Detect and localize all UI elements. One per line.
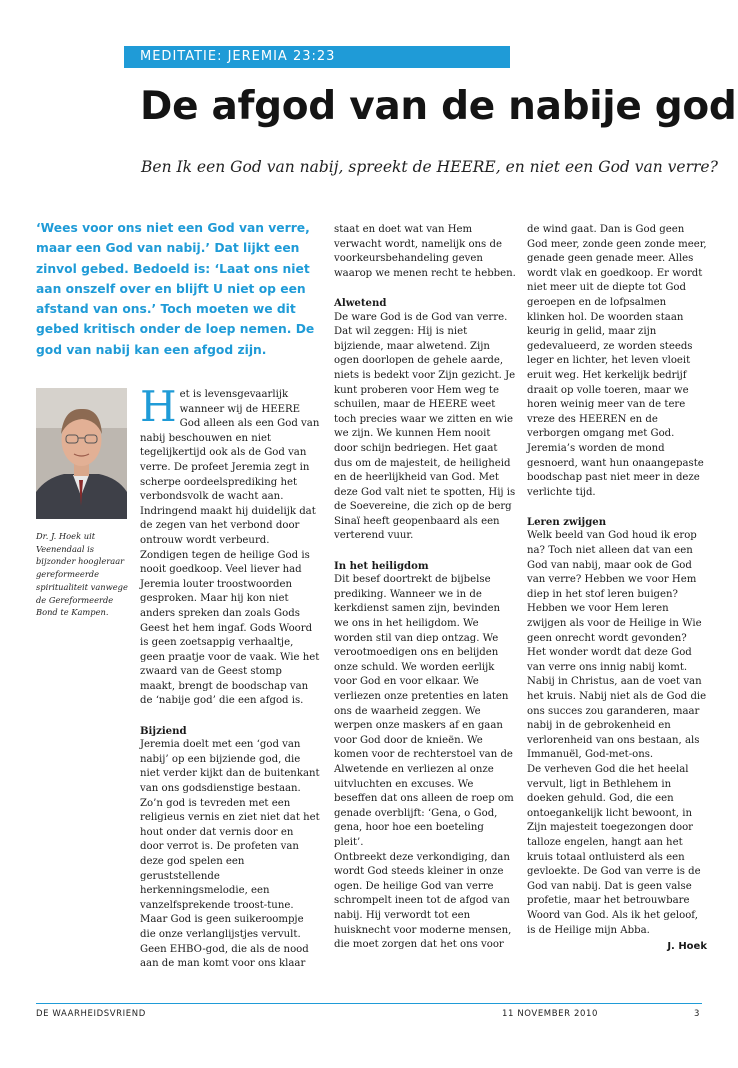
article-column-1 xyxy=(140,382,320,972)
author-photo xyxy=(36,388,127,519)
article-paragraph: Ontbreekt deze verkondiging, dan wordt God steeds kleiner in onze ogen. De heilige God van verre schrompelt ineen tot de afgod van nabij. Hij verwordt tot een huisknecht voor moderne mensen, die moet zorgen dat het ons voor xyxy=(334,851,512,951)
subheading-in-het-heiligdom: In het heiligdom xyxy=(334,559,429,572)
article-paragraph: Welk beeld van God houd ik erop na? Toch niet alleen dat van een God van nabij, maar ook de God van verre? Hebben we voor Hem diep in het stof leren buigen? Hebben we voor Hem leren zwijgen als voor de Heilige in Wie geen onrecht wordt gevonden? Het wonder wordt dat deze God van verre ons innig nabij komt. Nabij in Christus, aan de voet van het kruis. Nabij niet als de God die ons succes zou garanderen, maar nabij in de gebrokenheid en verlorenheid van ons bestaan, als Immanuël, God-met-ons. xyxy=(527,530,707,761)
subheading-leren-zwijgen: Leren zwijgen xyxy=(527,515,607,528)
subheading-alwetend: Alwetend xyxy=(334,296,387,309)
article-title: De afgod van de nabije god xyxy=(140,84,737,129)
footer-date: 11 NOVEMBER 2010 xyxy=(502,1009,598,1019)
intro-lead: ‘Wees voor ons niet een God van verre, maar een God van nabij.’ Dat lijkt een zinvol gebed. Bedoeld is: ‘Laat ons niet aan onszelf over en blijft U niet op een afstand van ons.’ Toch moeten we dit gebed kritisch onder de loep nemen. De god van nabij kan een afgod zijn. xyxy=(36,221,315,357)
article-paragraph: de wind gaat. Dan is God geen God meer, zonde geen zonde meer, genade geen genade meer. Alles wordt vlak en goedkoop. Er wordt niet meer uit de diepte tot God geroepen en de lofpsalmen klinken hol. De woorden staan keurig in gelid, maar zijn gedevalueerd, ze worden steeds leger en lichter, het leven vloeit eruit weg. Het kerkelijk bedrijf draait op volle toeren, maar we horen weinig meer van de tere vreze des HEEREN en de verborgen omgang met God. Jeremia’s worden de mond gesnoerd, want hun onaangepaste boodschap past niet meer in deze verlichte tijd. xyxy=(527,224,707,498)
footer-rule xyxy=(36,1003,702,1004)
article-paragraph: De verheven God die het heelal vervult, ligt in Bethlehem in doeken gehuld. God, die een ontoegankelijk licht bewoont, in Zijn majesteit toegezongen door talloze engelen, hangt aan het kruis totaal ontluisterd als een gevloekte. De God van verre is de God van nabij. Dat is geen valse profetie, maar het betrouwbare Woord van God. Als ik het geloof, is de Heilige mijn Abba. xyxy=(527,763,701,936)
article-paragraph: De ware God is de God van verre. Dat wil zeggen: Hij is niet bijziende, maar alwetend. Zijn ogen doorlopen de gehele aarde, niets is bedekt voor Zijn gezicht. Je kunt proberen voor Hem weg te schuilen, maar de HEERE weet toch precies waar we zitten en wie we zijn. We kunnen Hem nooit door schijn bedriegen. Het gaat dus om de majesteit, de heiligheid en de heerlijkheid van God. Met deze God valt niet te spotten, Hij is de Soevereine, die zich op de berg Sinaï heeft geopenbaard als een verterend vuur. xyxy=(334,311,516,542)
article-paragraph: Dit besef doortrekt de bijbelse prediking. Wanneer we in de kerkdienst samen zijn, bevinden we ons in het heiligdom. We worden stil van diep ontzag. We verootmoedigen ons en belijden onze schuld. We worden eerlijk voor God en voor elkaar. We verliezen onze pretenties en laten ons de waarheid zeggen. We werpen onze maskers af en gaan voor God door de knieën. We komen voor de rechterstoel van de Alwetende en verliezen al onze uitvluchten en excuses. We beseffen dat ons alleen de roep om genade overblijft: ‘Gena, o God, gena, hoor hoe een boeteling pleit’. xyxy=(334,574,514,848)
article-column-2 xyxy=(334,223,516,953)
paragraph-text: et is levensgevaarlijk wanneer wij de HEERE God alleen als een God van nabij beschouwen en niet tegelijkertijd ook als de God van verre. De profeet Jeremia zegt in scherpe oordeelsprediking het verbondsvolk de wacht aan. Indringend maakt hij duidelijk dat de zegen van het verbond door ontrouw wordt verbeurd. Zondigen tegen de heilige God is nooit goedkoop. Veel liever had Jeremia louter troostwoorden gesproken. Maar hij kon niet anders spreken dan zoals Gods Geest het hem ingaf. Gods Woord is geen zoetsappig verhaaltje, geen praatje voor de vaak. Wie het zwaard van de Geest stomp maakt, brengt de boodschap van de ‘nabije god’ die een afgod is. xyxy=(140,389,320,707)
article-subtitle: Ben Ik een God van nabij, spreekt de HEERE, en niet een God van verre? xyxy=(141,158,718,176)
article-paragraph: Jeremia doelt met een ‘god van nabij’ op een bijziende god, die niet verder kijkt dan de buitenkant van ons godsdienstige bestaan. Zo’n god is tevreden met een religieus vernis en ziet niet dat het hout onder dat vernis door en door verrot is. De profeten van deze god spelen een geruststellende herkenningsmelodie, een vanzelfsprekende troost-tune. Maar God is geen suikeroompje die onze verlanglijstjes vervult. Geen EHBO-god, die als de nood aan de man komt voor ons klaar xyxy=(140,739,320,970)
article-paragraph xyxy=(140,382,320,709)
author-caption: Dr. J. Hoek uit Veenendaal is bijzonder hoogleraar gereformeerde spiritualiteit vanwege de Gereformeerde Bond te Kampen. xyxy=(36,531,128,618)
article-column-3 xyxy=(527,223,707,955)
footer-page-number: 3 xyxy=(694,1009,701,1019)
section-banner: MEDITATIE: JEREMIA 23:23 xyxy=(124,46,510,68)
subheading-bijziend: Bijziend xyxy=(140,724,187,737)
drop-cap: H xyxy=(140,382,177,431)
author-signature: J. Hoek xyxy=(667,941,707,953)
footer-publication: DE WAARHEIDSVRIEND xyxy=(36,1009,146,1019)
portrait-photo-icon xyxy=(36,388,127,519)
article-paragraph: staat en doet wat van Hem verwacht wordt, namelijk ons de voorkeursbehandeling geven waarop we menen recht te hebben. xyxy=(334,224,516,279)
